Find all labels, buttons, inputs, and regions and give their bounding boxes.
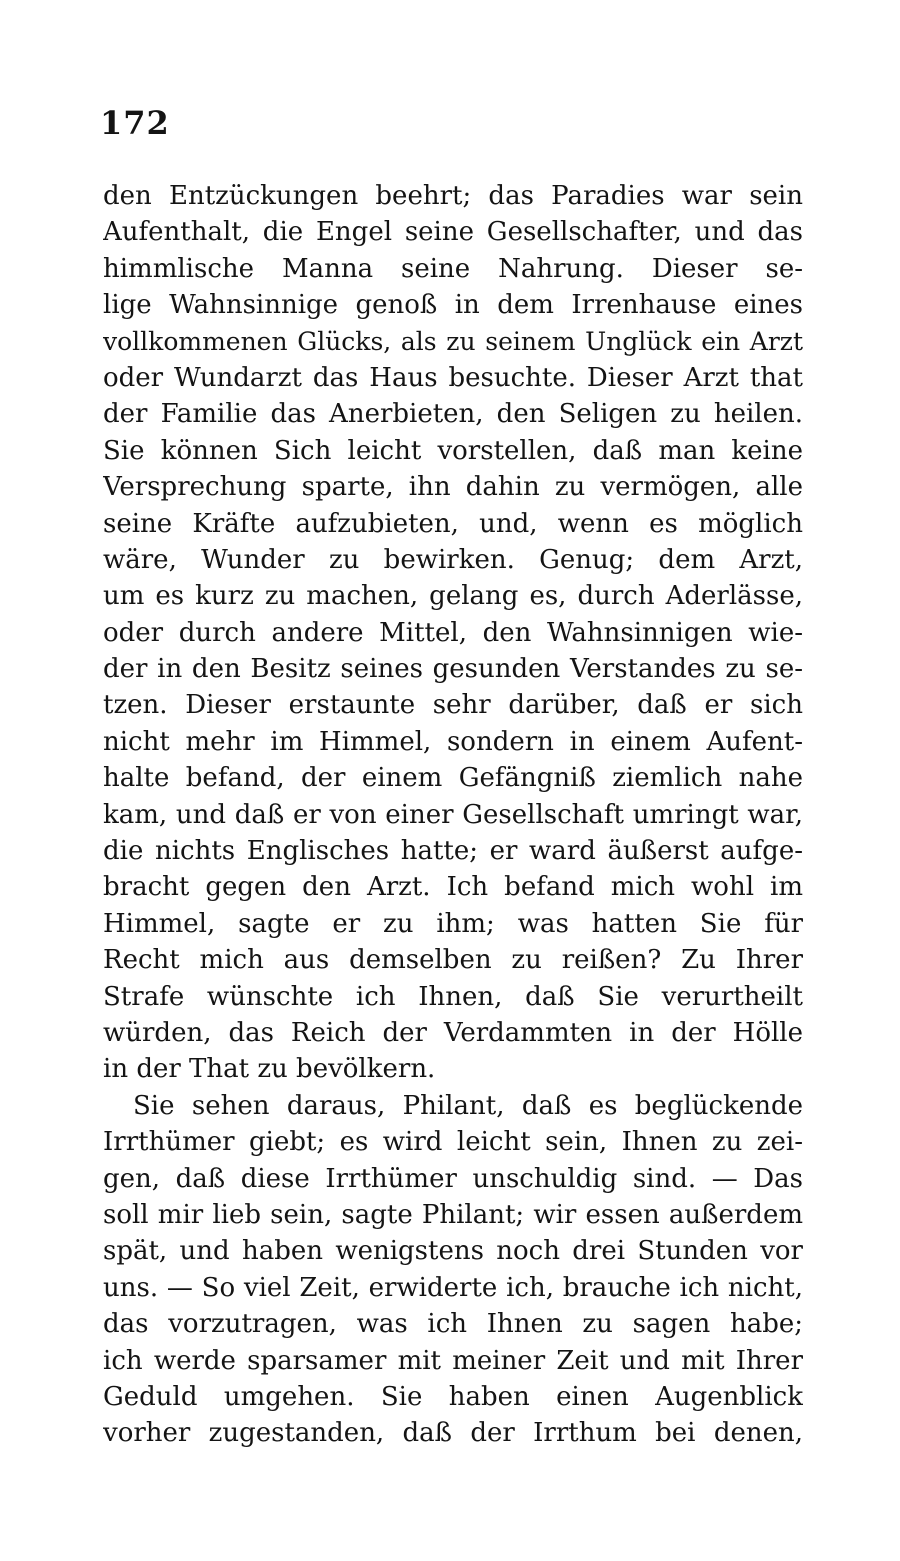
text-line: würden, das Reich der Verdammten in der Hölle (103, 1017, 803, 1048)
page-number: 172 (100, 104, 170, 142)
text-line: Strafe wünschte ich Ihnen, daß Sie verurtheilt (103, 981, 803, 1012)
text-line: kam, und daß er von einer Gesellschaft umringt war, (103, 799, 803, 830)
text-line: tzen. Dieser erstaunte sehr darüber, daß er sich (103, 690, 803, 721)
text-line: vorher zugestanden, daß der Irrthum bei denen, (103, 1418, 803, 1449)
text-line: der in den Besitz seines gesunden Verstandes zu se- (103, 654, 803, 685)
text-line: Himmel, sagte er zu ihm; was hatten Sie für (103, 908, 803, 939)
text-line: Aufenthalt, die Engel seine Gesellschafter, und das (103, 217, 803, 248)
text-line: lige Wahnsinnige genoß in dem Irrenhause eines (103, 290, 803, 321)
text-line: Recht mich aus demselben zu reißen? Zu Ihrer (103, 945, 803, 976)
body-text (103, 178, 803, 1452)
text-line: Irrthümer giebt; es wird leicht sein, Ihnen zu zei- (103, 1127, 803, 1158)
text-line: halte befand, der einem Gefängniß ziemlich nahe (103, 763, 803, 794)
text-line: oder durch andere Mittel, den Wahnsinnigen wie- (103, 617, 803, 648)
text-line: gen, daß diese Irrthümer unschuldig sind. — Das (103, 1163, 803, 1194)
text-line: Geduld umgehen. Sie haben einen Augenblick (103, 1381, 803, 1412)
text-line: den Entzückungen beehrt; das Paradies war sein (103, 181, 803, 211)
paragraph-start-line: Sie sehen daraus, Philant, daß es beglückende (133, 1090, 803, 1121)
text-line: spät, und haben wenigstens noch drei Stunden vor (103, 1236, 803, 1267)
text-line: das vorzutragen, was ich Ihnen zu sagen habe; (103, 1309, 803, 1340)
text-line: nicht mehr im Himmel, sondern in einem Aufent- (103, 726, 803, 757)
text-line: soll mir lieb sein, sagte Philant; wir essen außerdem (103, 1199, 803, 1230)
text-line: wäre, Wunder zu bewirken. Genug; dem Arzt, (103, 544, 803, 575)
text-line: der Familie das Anerbieten, den Seligen zu heilen. (103, 399, 803, 430)
text-line: um es kurz zu machen, gelang es, durch Aderlässe, (103, 581, 803, 612)
text-line: Versprechung sparte, ihn dahin zu vermögen, alle (103, 472, 803, 503)
text-line: die nichts Englisches hatte; er ward äußerst aufge- (103, 836, 803, 867)
text-line: ich werde sparsamer mit meiner Zeit und mit Ihrer (103, 1345, 803, 1376)
text-line: himmlische Manna seine Nahrung. Dieser se- (103, 253, 803, 284)
text-line: oder Wundarzt das Haus besuchte. Dieser Arzt that (103, 362, 803, 393)
text-line: vollkommenen Glücks, als zu seinem Unglück ein Arzt (103, 326, 803, 356)
text-line: seine Kräfte aufzubieten, und, wenn es möglich (103, 508, 803, 539)
text-line: bracht gegen den Arzt. Ich befand mich wohl im (103, 872, 803, 903)
text-line: Sie können Sich leicht vorstellen, daß man keine (103, 435, 803, 466)
paragraph-end-line: in der That zu bevölkern. (103, 1054, 436, 1085)
text-line: uns. — So viel Zeit, erwiderte ich, brauche ich nicht, (103, 1272, 803, 1303)
